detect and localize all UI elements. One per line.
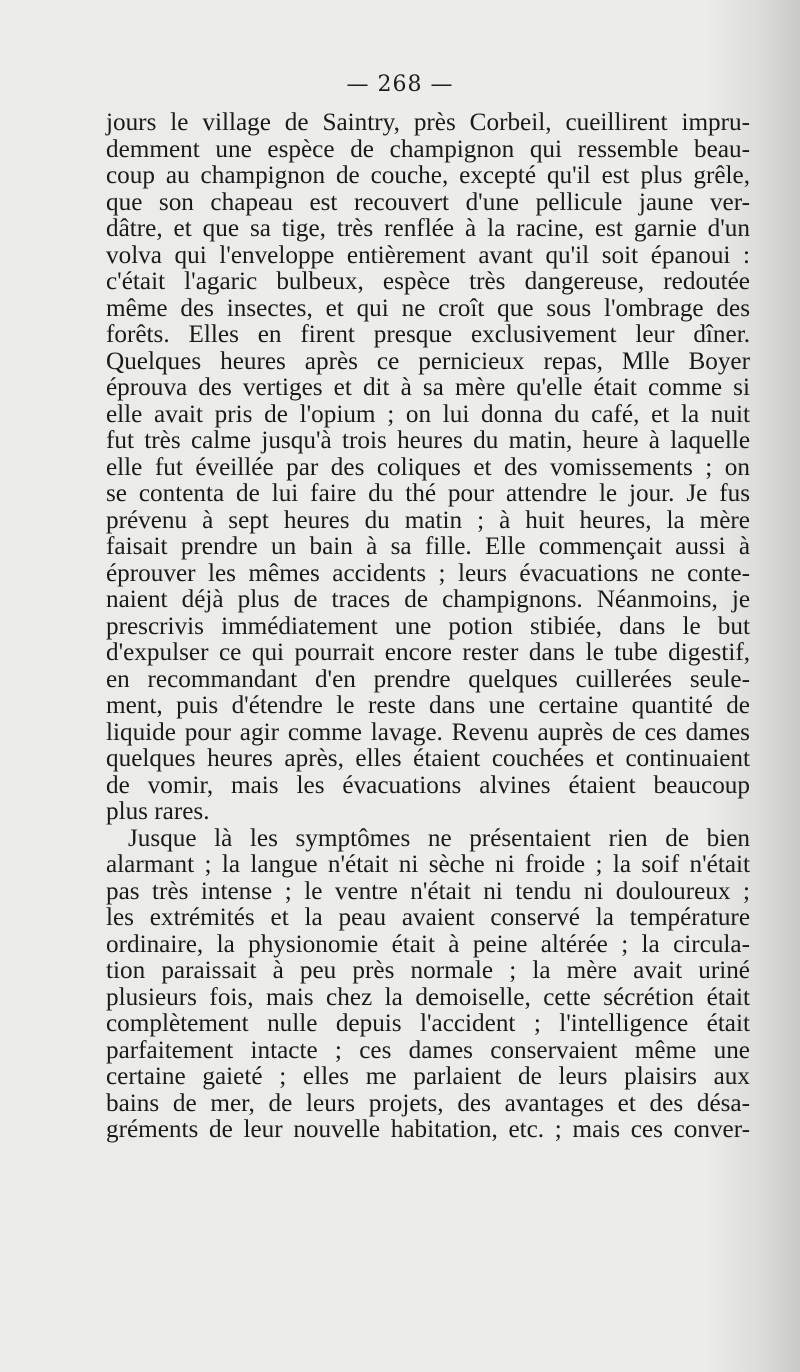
text-line: même des insectes, et qui ne croît que sous l'ombrage des [106,294,750,322]
text-line: fut très calme jusqu'à trois heures du matin, heure à laquelle [106,427,750,454]
text-line: demment une espèce de champignon qui ressemble beau- [106,135,750,163]
text-line: alarmant ; la langue n'était ni sèche ni froide ; la soif n'était [106,851,750,878]
text-line: elle fut éveillée par des coliques et des vomissements ; on [106,453,750,481]
text-line: ordinaire, la physionomie était à peine altérée ; la circula- [106,930,750,958]
text-line: d'expulser ce qui pourrait encore rester dans le tube digestif, [106,639,750,666]
text-line: plusieurs fois, mais chez la demoiselle, cette sécrétion était [106,983,750,1011]
text-line: se contenta de lui faire du thé pour attendre le jour. Je fus [106,480,750,507]
text-line: plus rares. [106,798,210,825]
text-line: naient déjà plus de traces de champignons. Néanmoins, je [106,586,750,613]
text-line: forêts. Elles en firent presque exclusivement leur dîner. [106,321,750,348]
paragraph-2 [106,826,750,1144]
text-line: coup au champignon de couche, excepté qu'il est plus grêle, [106,162,750,189]
text-line: éprouva des vertiges et dit à sa mère qu'elle était comme si [106,374,750,401]
text-line: les extrémités et la peau avaient conservé la température [106,904,750,931]
text-line: certaine gaieté ; elles me parlaient de leurs plaisirs aux [106,1063,750,1090]
text-line: bains de mer, de leurs projets, des avantages et des désa- [106,1089,750,1117]
text-line: quelques heures après, elles étaient couchées et continuaient [106,745,750,772]
text-line: faisait prendre un bain à sa fille. Elle commençait aussi à [106,533,750,560]
text-line: jours le village de Saintry, près Corbeil, cueillirent impru- [106,109,750,136]
text-line: Quelques heures après ce pernicieux repas, Mlle Boyer [106,347,750,375]
text-line: de vomir, mais les évacuations alvines étaient beaucoup [106,771,750,799]
text-line: elle avait pris de l'opium ; on lui donna du café, et la nuit [106,400,750,428]
text-line: c'était l'agaric bulbeux, espèce très dangereuse, redoutée [106,268,750,295]
text-line: dâtre, et que sa tige, très renflée à la racine, est garnie d'un [106,215,750,242]
text-line: gréments de leur nouvelle habitation, etc. ; mais ces conver- [106,1116,750,1143]
text-line: que son chapeau est recouvert d'une pellicule jaune ver- [106,188,750,216]
text-line: volva qui l'enveloppe entièrement avant qu'il soit épanoui : [106,241,750,269]
text-line: ment, puis d'étendre le reste dans une certaine quantité de [106,692,750,719]
text-line: parfaitement intacte ; ces dames conservaient même une [106,1036,750,1064]
text-line: prescrivis immédiatement une potion stibiée, dans le but [106,612,750,640]
paragraph-1 [106,110,750,826]
page-number: — 268 — [346,72,454,97]
text-line: Jusque là les symptômes ne présentaient rien de bien [128,824,750,852]
text-line: éprouver les mêmes accidents ; leurs évacuations ne conte- [106,559,750,587]
text-line: en recommandant d'en prendre quelques cuillerées seule- [106,665,750,693]
text-line: prévenu à sept heures du matin ; à huit heures, la mère [106,506,750,534]
body-text [106,110,750,1144]
text-line: complètement nulle depuis l'accident ; l'intelligence était [106,1010,750,1037]
text-line: liquide pour agir comme lavage. Revenu auprès de ces dames [106,718,750,746]
text-line: pas très intense ; le ventre n'était ni tendu ni douloureux ; [106,877,750,905]
text-line: tion paraissait à peu près normale ; la mère avait uriné [106,957,750,984]
